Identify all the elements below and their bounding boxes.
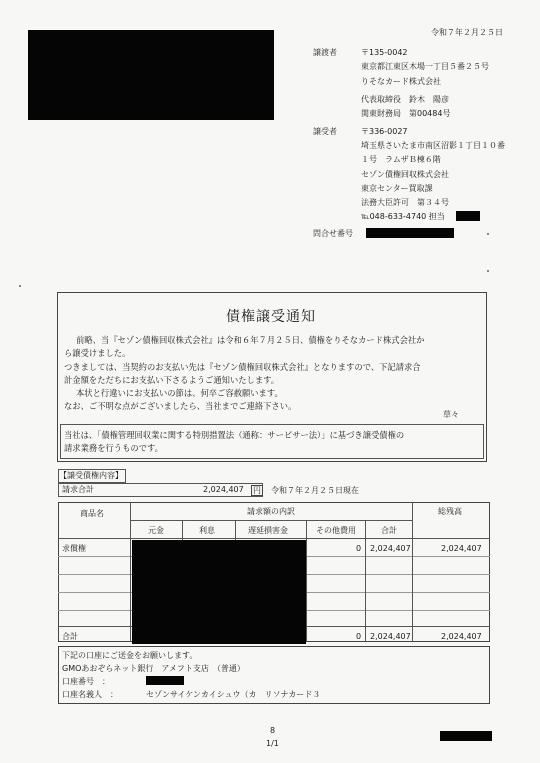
bank-intro: 下記の口座にご送金をお願いします。 [62,651,198,660]
holder-value: セゾンサイケンカイシュウ（カ リソナカード３ [146,690,321,699]
sub-col: 合計 [381,526,397,535]
assignee-label: 譲受者 [313,127,337,136]
redacted-footer-code [440,731,492,741]
row-name: 求償権 [62,544,86,553]
bank-line: GMOあおぞらネット銀行 アメフト支店 （普通） [62,664,245,673]
assignee-line: セゾン債権回収株式会社 [361,170,449,179]
table-rule [130,502,131,642]
table-rule [58,538,490,539]
redacted-account-number [146,676,184,685]
redacted-amount-columns [132,540,306,644]
sub-col: 遅延損害金 [248,526,288,535]
notice-paragraph: つきましては、当契約のお支払い先は『セゾン債権回収株式会社』となりますので、下記請求合 [64,362,421,372]
inquiry-label: 問合せ番号 [313,229,353,238]
sub-col: その他費用 [316,526,356,535]
issue-date: 令和７年２月２５日 [431,28,503,37]
scan-speck [487,270,489,272]
page-number: 8 [270,726,276,735]
notice-paragraph: 計金額をただちにお支払い下さるようご通知いたします。 [64,375,280,385]
col-product: 商品名 [80,509,104,518]
notice-paragraph: ら譲受けました。 [64,348,131,358]
assignor-line: 〒135-0042 [361,48,408,57]
assignor-line: りそなカード株式会社 [361,77,441,86]
assignor-label: 譲渡者 [313,48,337,57]
footer-row-sum: 2,024,407 [370,632,411,641]
assignee-line: 東京センター買取課 [361,184,433,193]
notice-paragraph: 本状と行違いにお支払いの節は、何卒ご容赦願います。 [76,388,283,398]
notice-paragraph: 前略、当『セゾン債権回収株式会社』は令和６年７月２５日、債権をりそなカード株式会社か [76,335,425,345]
assignee-line: 法務大臣許可 第３４号 [361,198,449,207]
assignor-line: 代表取締役 鈴木 陽彦 [361,95,449,104]
page-of: 1/1 [266,739,279,748]
col-balance: 総残高 [438,507,462,516]
scan-speck [487,233,489,235]
claim-total-label: 請求合計 [62,485,94,494]
notice-closing: 草々 [443,410,459,419]
row-balance: 2,024,407 [441,544,482,553]
assignee-line: １号 ラムザＢ棟６階 [361,155,441,164]
col-breakdown: 請求額の内訳 [247,507,295,516]
redacted-staff-name [456,211,480,221]
sub-col: 利息 [199,526,215,535]
legal-line: 請求業務を行うものです。 [64,443,163,453]
assignee-line: 〒336-0027 [361,127,408,136]
redacted-inquiry-number [366,228,454,238]
table-rule [130,520,412,521]
assignor-line: 東京都江東区木場一丁目５番２５号 [361,62,489,71]
scan-speck [19,285,21,287]
footer-row-balance: 2,024,407 [441,632,482,641]
row-other: 0 [356,544,362,553]
footer-row-other: 0 [356,632,362,641]
row-sum: 2,024,407 [370,544,411,553]
redacted-address-block [28,30,274,120]
table-rule [412,502,413,642]
claim-as-of: 令和７年２月２５日現在 [271,486,359,495]
notice-paragraph: なお、ご不明な点がございましたら、当社までご連絡下さい。 [64,401,297,411]
assignee-line: 埼玉県さいたま市南区沼影１丁目１０番 [361,141,505,150]
claim-total-amount: 2,024,407 [203,485,244,494]
footer-row-name: 合計 [62,632,78,641]
notice-title: 債権譲受通知 [226,309,316,325]
claim-total-unit: 円 [253,486,261,495]
table-rule [365,520,366,642]
assignee-line: ℡048-633-4740 担当 [361,212,445,221]
holder-label: 口座名義人 ： [62,690,118,699]
assignor-line: 関東財務局 第00484号 [361,109,451,118]
legal-line: 当社は、「債権管理回収業に関する特別措置法（通称：サービサー法）」に基づき譲受債権の [64,430,405,440]
account-label: 口座番号 ： [62,677,110,686]
sub-col: 元金 [148,526,164,535]
claim-label-box [58,469,126,483]
claim-section-label: 【譲受債権内容】 [59,471,123,480]
table-rule [306,520,307,642]
